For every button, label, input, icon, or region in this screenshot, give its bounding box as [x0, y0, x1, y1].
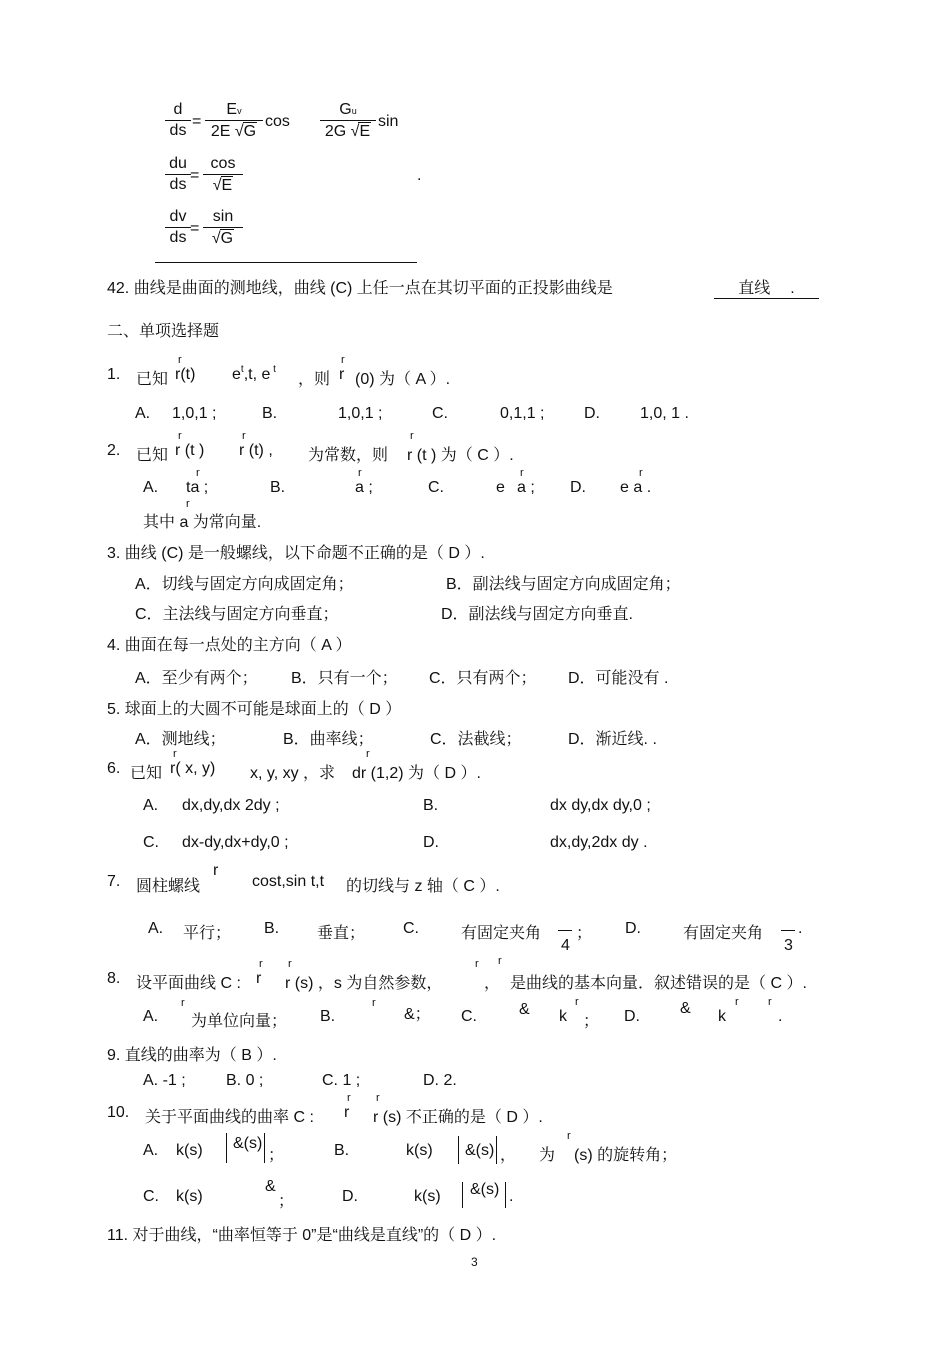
superscript: t [270, 364, 276, 375]
option-b: B. 0 ; [226, 1072, 264, 1089]
option-a: A．至少有两个； [135, 670, 258, 687]
trig-sin: sin [378, 113, 399, 130]
stem-text: (0) 为（ A ）. [355, 371, 451, 388]
vector-arrow: r [186, 498, 190, 510]
punctuation: . [509, 1188, 514, 1205]
answer-underline [155, 262, 417, 263]
stem-text: cost,sin t,t [252, 873, 325, 890]
stem-text: (s) 的旋转角； [574, 1147, 678, 1164]
punctuation: ； [583, 1013, 600, 1030]
radicand: E [359, 123, 371, 140]
radicand: E [221, 177, 233, 194]
abs-bar [496, 1136, 497, 1164]
fraction-dv-ds [165, 208, 191, 247]
option-b-expr: &(s) [465, 1142, 495, 1159]
numerator: dv [165, 208, 191, 228]
option-label: C. [461, 1008, 477, 1025]
question-42-text: 42. 曲线是曲面的测地线，曲线 (C) 上任一点在其切平面的正投影曲线是 [107, 280, 613, 297]
vector-arrow: r [288, 958, 292, 970]
option-label: A. [135, 405, 151, 422]
option-b: a ; [355, 479, 373, 496]
option-b: B．副法线与固定方向成固定角； [446, 576, 681, 593]
fraction-du-ds [165, 155, 191, 194]
symbol: E [226, 101, 238, 118]
option-label: A. [143, 479, 159, 496]
note-text: 其中 a 为常向量. [143, 514, 262, 531]
stem-text: r( x, y) [170, 760, 216, 777]
vector-arrow: r [567, 1130, 571, 1142]
option-a: k(s) [176, 1142, 203, 1159]
option-d: e a . [620, 479, 652, 496]
option-label: C. [143, 834, 159, 851]
option-b: &； [404, 1006, 431, 1023]
abs-bar [226, 1133, 227, 1163]
denominator: 2G √E [324, 123, 371, 140]
subscript: u [351, 106, 357, 116]
option-d: 1,0, 1 . [640, 405, 689, 422]
fraction-d-ds [165, 101, 191, 140]
option-d: k(s) [414, 1188, 441, 1205]
page-number: 3 [471, 1255, 478, 1269]
question-stem: 5. 球面上的大圆不可能是球面上的（ D ） [107, 701, 402, 718]
fraction-bar [781, 930, 795, 931]
stem-text: 关于平面曲线的曲率 C : [145, 1109, 314, 1126]
option-d-expr: &(s) [470, 1181, 500, 1198]
stem-text: ， [484, 975, 501, 992]
vector-arrow: r [358, 467, 362, 479]
stem-text: 为常数，则 [308, 447, 389, 464]
vector-arrow: r [735, 996, 739, 1008]
question-42-answer [714, 275, 819, 299]
option-a: ta ; [186, 479, 209, 496]
question-number: 7. [107, 873, 121, 890]
option-label: C. [143, 1188, 159, 1205]
option-label: D. [624, 1008, 640, 1025]
stem-text: 为 [539, 1147, 556, 1164]
trailing-dot: . [417, 167, 422, 184]
stem-text: 设平面曲线 C : [136, 975, 241, 992]
option-d: D. 2. [423, 1072, 457, 1089]
vector-arrow: r [178, 430, 182, 442]
stem-expr [232, 366, 276, 384]
option-c-k: k [559, 1008, 567, 1025]
fraction-denominator: 3 [784, 937, 793, 954]
option-label: C. [432, 405, 448, 422]
option-label: A. [143, 797, 159, 814]
equals-sign: = [190, 167, 200, 184]
numerator: sin [203, 208, 243, 228]
option-label: B. [334, 1142, 350, 1159]
option-c: 0,1,1 ; [500, 405, 545, 422]
vector-arrow: r [196, 467, 200, 479]
question-11-stem: 11. 对于曲线，“曲率恒等于 0”是“曲线是直线”的（ D ）. [107, 1227, 497, 1244]
option-label: C. [428, 479, 444, 496]
section-heading: 二、单项选择题 [107, 323, 220, 340]
abs-bar [505, 1182, 506, 1208]
stem-text: 已知 [136, 447, 169, 464]
option-label: D. [570, 479, 586, 496]
period: . [790, 280, 795, 297]
vector-arrow: r [341, 354, 345, 366]
option-b: 垂直； [317, 925, 366, 942]
stem-text: 的切线与 z 轴（ C ）. [346, 878, 500, 895]
abs-bar [264, 1133, 265, 1163]
question-stem: 4. 曲面在每一点处的主方向（ A ） [107, 637, 352, 654]
vector-arrow: r [768, 996, 772, 1008]
stem-text: r [339, 366, 345, 383]
option-label: C. [403, 920, 419, 937]
option-d: D．副法线与固定方向垂直. [441, 606, 634, 623]
symbol: 2G [324, 123, 347, 140]
punctuation: . [778, 1008, 783, 1025]
option-label: A. [148, 920, 164, 937]
option-c: C. 1 ; [322, 1072, 361, 1089]
fraction-bar [558, 930, 572, 931]
option-label: D. [423, 834, 439, 851]
radicand: G [220, 230, 234, 247]
stem-text: 圆柱螺线 [136, 878, 201, 895]
option-a: 平行； [183, 925, 232, 942]
option-c: 有固定夹角 [461, 925, 542, 942]
option-label: B. [270, 479, 286, 496]
option-c: C．主法线与固定方向垂直； [135, 606, 339, 623]
option-c: a ; [517, 479, 535, 496]
punctuation: . [798, 920, 803, 937]
denominator: 2E √G [210, 123, 257, 140]
option-c: C．只有两个； [429, 670, 537, 687]
abs-bar [462, 1182, 463, 1208]
option-a: A．测地线； [135, 731, 226, 748]
option-a: A．切线与固定方向成固定角； [135, 576, 354, 593]
stem-text: r (s) ，s 为自然参数， [285, 975, 443, 992]
option-b: dx dy,dx dy,0 ; [550, 797, 651, 814]
stem-text: r (t ) [175, 442, 205, 459]
punctuation: ； [268, 1147, 285, 1164]
vector-arrow: r [376, 1092, 380, 1104]
fraction-denominator: 4 [561, 937, 570, 954]
option-a: 为单位向量； [191, 1013, 288, 1030]
option-b: B．只有一个； [291, 670, 398, 687]
option-label: B. [320, 1008, 336, 1025]
denominator: √E [212, 177, 233, 194]
question-stem: 3. 曲线 (C) 是一般螺线，以下命题不正确的是（ D ）. [107, 545, 485, 562]
option-label: A. [143, 1142, 159, 1159]
equals-sign: = [192, 113, 202, 130]
option-label: D. [584, 405, 600, 422]
denominator: √G [211, 230, 234, 247]
vector-arrow: r [259, 958, 263, 970]
option-c: C．法截线； [430, 731, 522, 748]
vector-arrow: r [178, 354, 182, 366]
option-label: D. [625, 920, 641, 937]
option-b: 1,0,1 ; [338, 405, 383, 422]
denominator: ds [169, 122, 187, 139]
vector-arrow: r [575, 996, 579, 1008]
option-b: k(s) [406, 1142, 433, 1159]
option-c-exp: e [496, 479, 505, 496]
numerator [205, 101, 263, 121]
option-c-dot: & [519, 1001, 530, 1018]
vector-arrow: r [181, 997, 185, 1009]
denominator: ds [169, 176, 187, 193]
vector-r: r [213, 862, 219, 879]
vector-arrow: r [475, 958, 479, 970]
numerator: du [165, 155, 191, 175]
trig-cos: cos [265, 113, 290, 130]
numerator: cos [203, 155, 243, 175]
fraction-sin [203, 208, 243, 248]
vector-arrow: r [639, 467, 643, 479]
stem-text: r (t ) 为（ C ）. [407, 447, 514, 464]
option-c: k(s) [176, 1188, 203, 1205]
stem-text: r (t) , [239, 442, 273, 459]
stem-text: r [256, 970, 262, 987]
numerator [320, 101, 376, 121]
option-label: A. [143, 1008, 159, 1025]
fraction-cos [203, 155, 243, 195]
stem-text: x, y, xy ，求 [250, 765, 336, 782]
vector-arrow: r [173, 748, 177, 760]
vector-arrow: r [372, 997, 376, 1009]
denominator: ds [169, 229, 187, 246]
vector-arrow: r [498, 955, 502, 967]
stem-text: ,t, e [243, 366, 271, 383]
option-c-expr: & [265, 1178, 276, 1195]
superscript: t [240, 364, 244, 375]
question-number: 10. [107, 1104, 130, 1121]
option-d: 有固定夹角 [683, 925, 764, 942]
option-a: 1,0,1 ; [172, 405, 217, 422]
stem-text: r (s) 不正确的是（ D ）. [373, 1109, 543, 1126]
vector-arrow: r [347, 1092, 351, 1104]
numerator: d [165, 101, 191, 121]
symbol: G [339, 101, 352, 118]
question-number: 2. [107, 442, 121, 459]
option-b: B．曲率线； [283, 731, 374, 748]
stem-text: r(t) [175, 366, 196, 383]
option-d: D．渐近线. . [568, 731, 657, 748]
stem-text: 是曲线的基本向量．叙述错误的是（ C ）. [510, 975, 807, 992]
option-d: dx,dy,2dx dy . [550, 834, 648, 851]
option-d-k: k [718, 1008, 726, 1025]
option-label: B. [262, 405, 278, 422]
option-a: A. -1 ; [143, 1072, 186, 1089]
vector-arrow: r [520, 467, 524, 479]
fraction-gu [320, 101, 376, 141]
question-number: 1. [107, 366, 121, 383]
answer-text: 直线 [738, 280, 771, 297]
stem-text: ，则 [298, 371, 331, 388]
question-number: 6. [107, 760, 121, 777]
subscript: v [237, 106, 242, 116]
option-label: B. [423, 797, 439, 814]
punctuation: ； [576, 925, 593, 942]
punctuation: ， [500, 1147, 517, 1164]
question-number: 8. [107, 970, 121, 987]
vector-arrow: r [366, 748, 370, 760]
option-d: D．可能没有 . [568, 670, 669, 687]
option-a-expr: &(s) [233, 1135, 263, 1152]
option-label: B. [264, 920, 280, 937]
punctuation: ； [278, 1193, 295, 1210]
option-c: dx-dy,dx+dy,0 ; [182, 834, 289, 851]
option-label: D. [342, 1188, 358, 1205]
equals-sign: = [190, 220, 200, 237]
question-stem: 9. 直线的曲率为（ B ）. [107, 1047, 277, 1064]
stem-text: dr (1,2) 为（ D ）. [352, 765, 481, 782]
vector-arrow: r [410, 430, 414, 442]
symbol: 2E [210, 123, 231, 140]
stem-text: r [344, 1104, 350, 1121]
abs-bar [458, 1136, 459, 1164]
fraction-ev [205, 101, 263, 141]
option-a: dx,dy,dx 2dy ; [182, 797, 280, 814]
stem-text: e [232, 366, 241, 383]
option-d-dot: & [680, 1000, 691, 1017]
stem-text: 已知 [130, 765, 163, 782]
stem-text: 已知 [136, 371, 169, 388]
radicand: G [243, 123, 257, 140]
vector-arrow: r [242, 430, 246, 442]
